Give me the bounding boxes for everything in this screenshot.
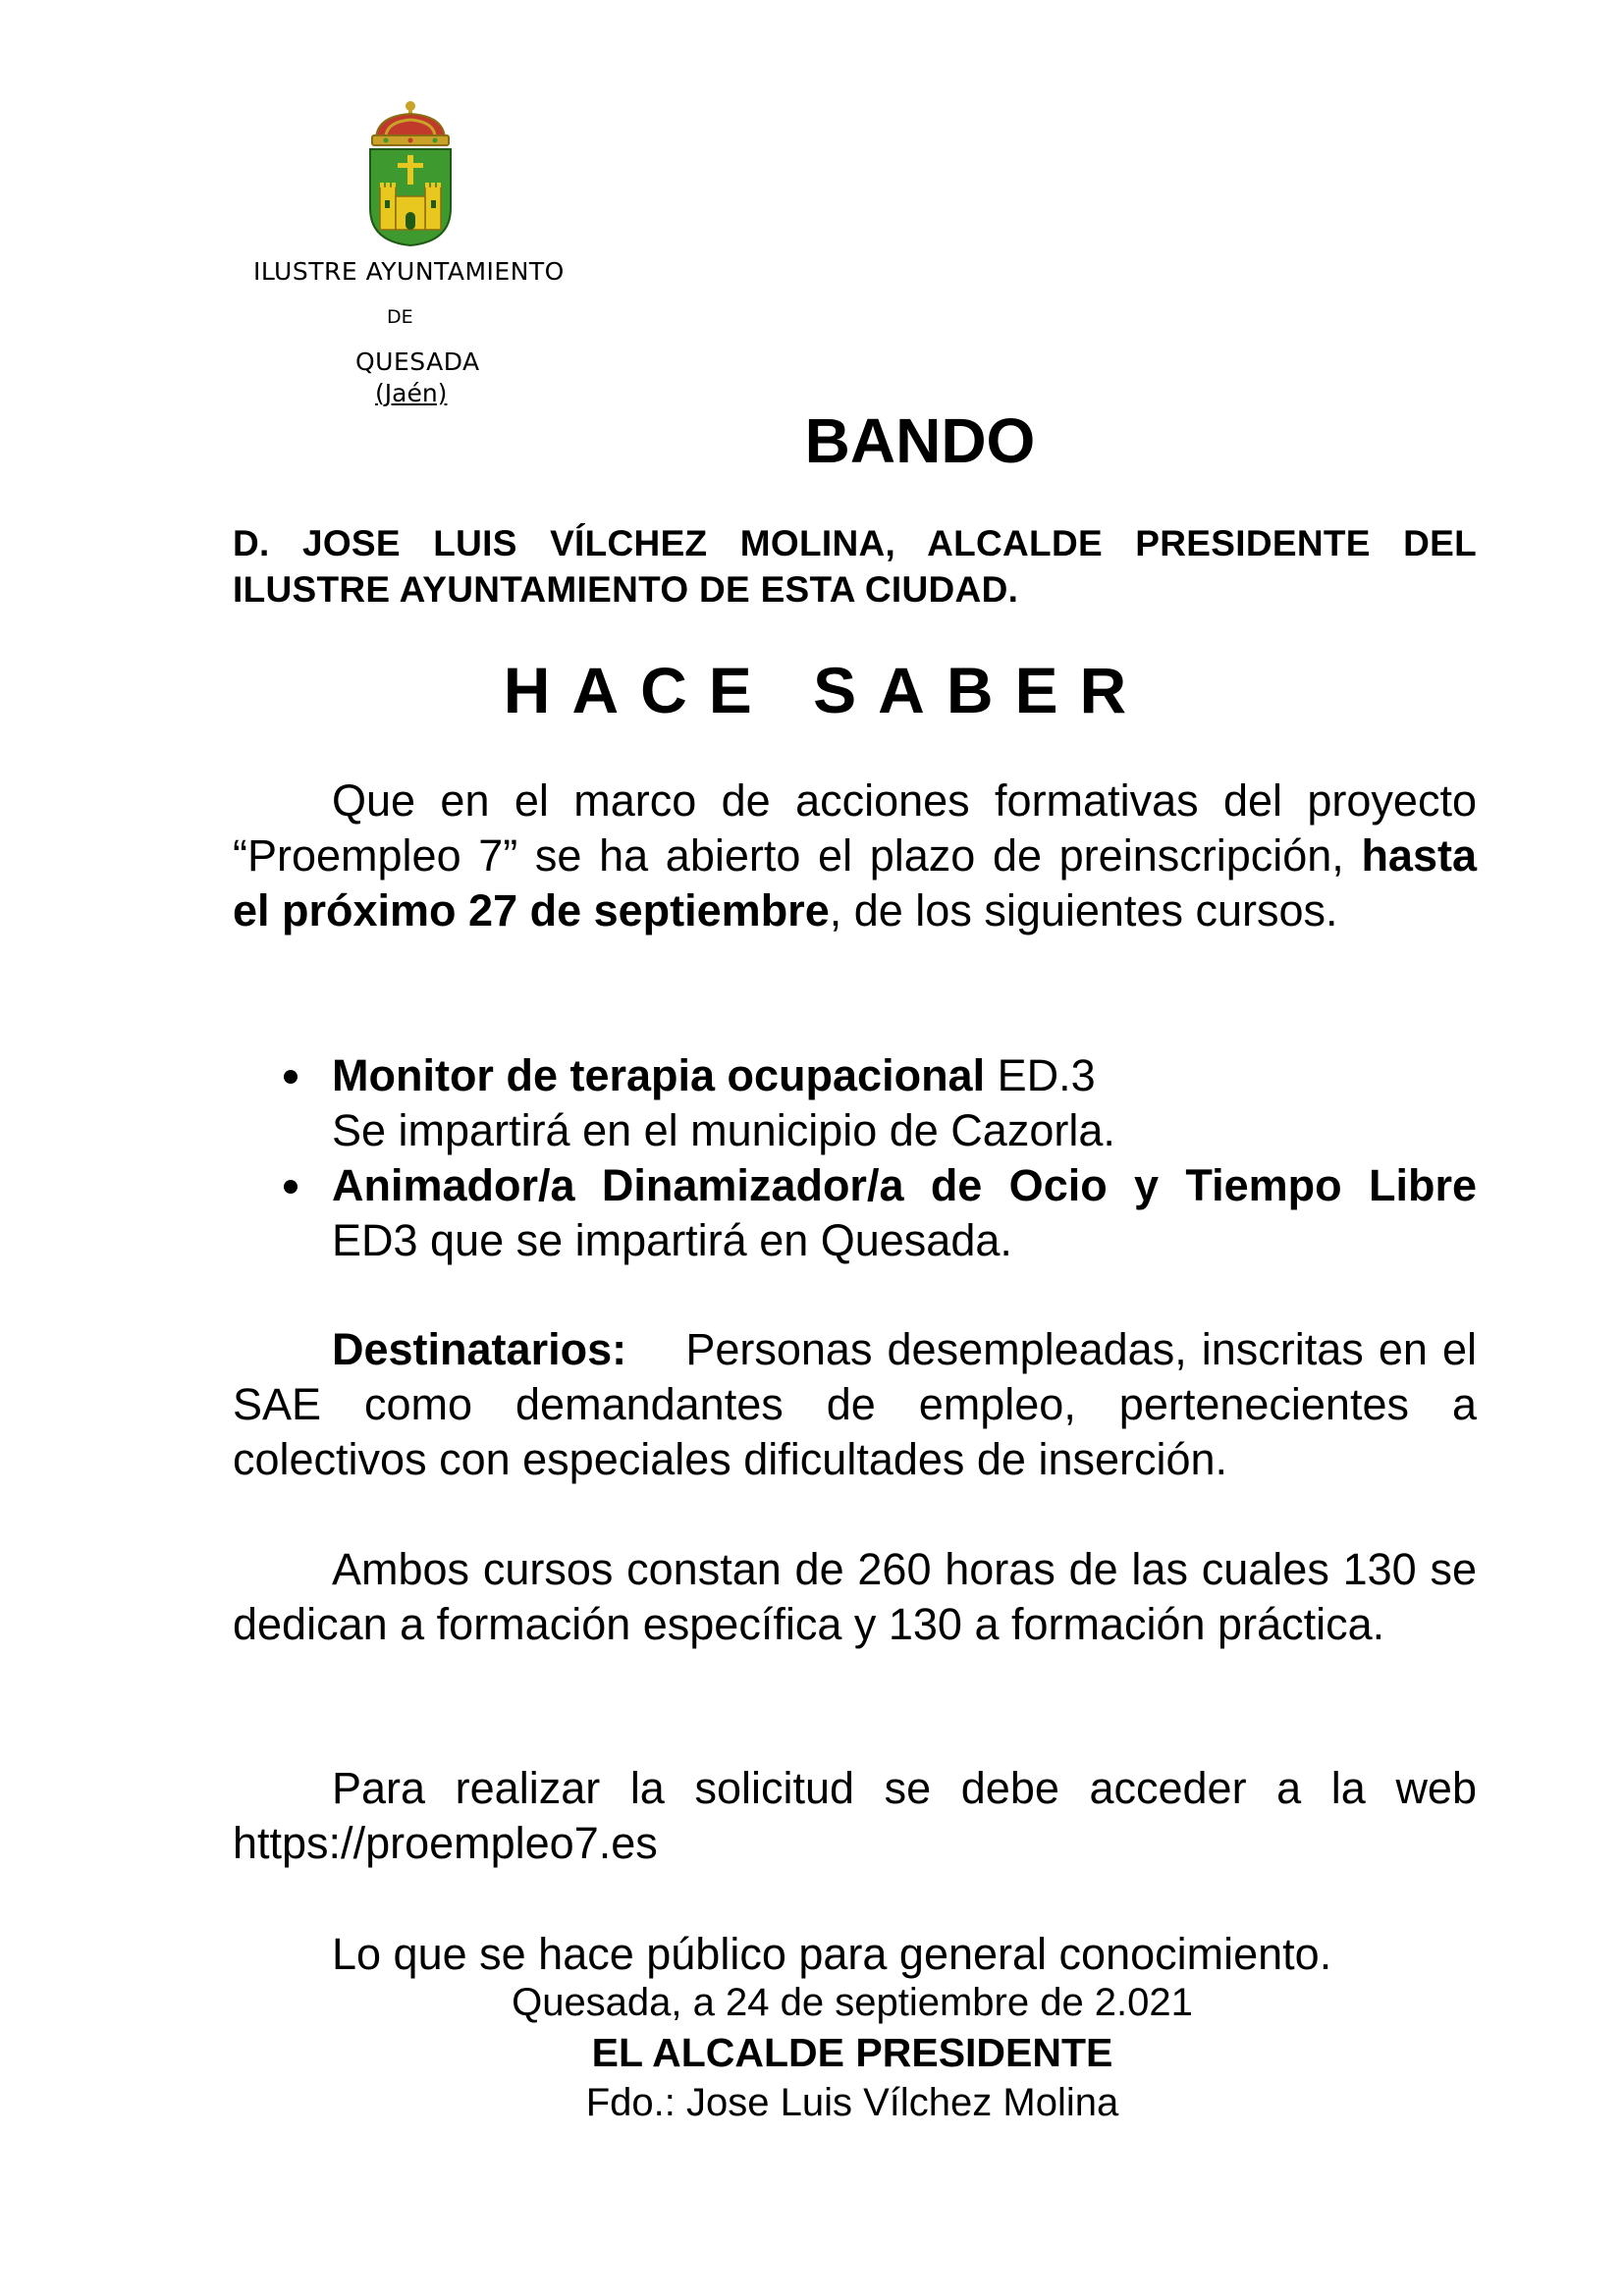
course-code: ED.3 (985, 1050, 1096, 1100)
intro-text: Que en el marco de acciones formativas del proyecto “Proempleo 7” se ha abierto el plazo de preinscripción, (233, 775, 1477, 881)
course-location: Se impartirá en el municipio de Cazorla. (332, 1105, 1115, 1155)
deadline-text: hasta el próximo 27 de septiembre (233, 830, 1477, 935)
hours-paragraph: Ambos cursos constan de 260 horas de las cuales 130 se dedican a formación específica y 130 a formación práctica. (233, 1544, 1477, 1649)
course-list (233, 1048, 1477, 1268)
signature-date: Quesada, a 24 de septiembre de 2.021 (512, 1981, 1193, 2024)
recipients-text: Personas desempleadas, inscritas en el SAE como demandantes de empleo, pertenecientes a colectivos con especiales dificultades de inserción. (233, 1324, 1478, 1484)
recipients-label: Destinatarios: (332, 1324, 627, 1374)
org-name-line2: DE (387, 306, 413, 328)
course-name: Animador/a Dinamizador/a de Ocio y Tiempo Libre (332, 1160, 1477, 1210)
bullet-icon (284, 1180, 298, 1194)
list-item (233, 1048, 1477, 1158)
intro-text-end: , de los siguientes cursos. (829, 885, 1338, 935)
document-title: BANDO (804, 405, 1036, 476)
bullet-icon (284, 1070, 298, 1084)
org-name-line1: ILUSTRE AYUNTAMIENTO (253, 257, 565, 286)
org-name-province: (Jaén) (375, 379, 448, 407)
announcement-heading: HACE SABER (503, 654, 1149, 726)
signature-name: Fdo.: Jose Luis Vílchez Molina (585, 2081, 1119, 2124)
closing-paragraph: Lo que se hace público para general conocimiento. (332, 1929, 1332, 1979)
signature-title: EL ALCALDE PRESIDENTE (591, 2030, 1113, 2075)
course-name: Monitor de terapia ocupacional (332, 1050, 986, 1100)
web-paragraph: Para realizar la solicitud se debe acceder a la web https://proempleo7.es (233, 1763, 1477, 1868)
org-name-line3: QUESADA (355, 347, 480, 376)
list-item (233, 1158, 1477, 1268)
coat-of-arms-icon (366, 98, 455, 247)
intro-paragraph (233, 774, 1477, 938)
mayor-intro: D. JOSE LUIS VÍLCHEZ MOLINA, ALCALDE PRESIDENTE DEL ILUSTRE AYUNTAMIENTO DE ESTA CIUDAD. (233, 523, 1477, 610)
recipients-paragraph (233, 1322, 1477, 1487)
course-details: ED3 que se impartirá en Quesada. (332, 1215, 1012, 1265)
